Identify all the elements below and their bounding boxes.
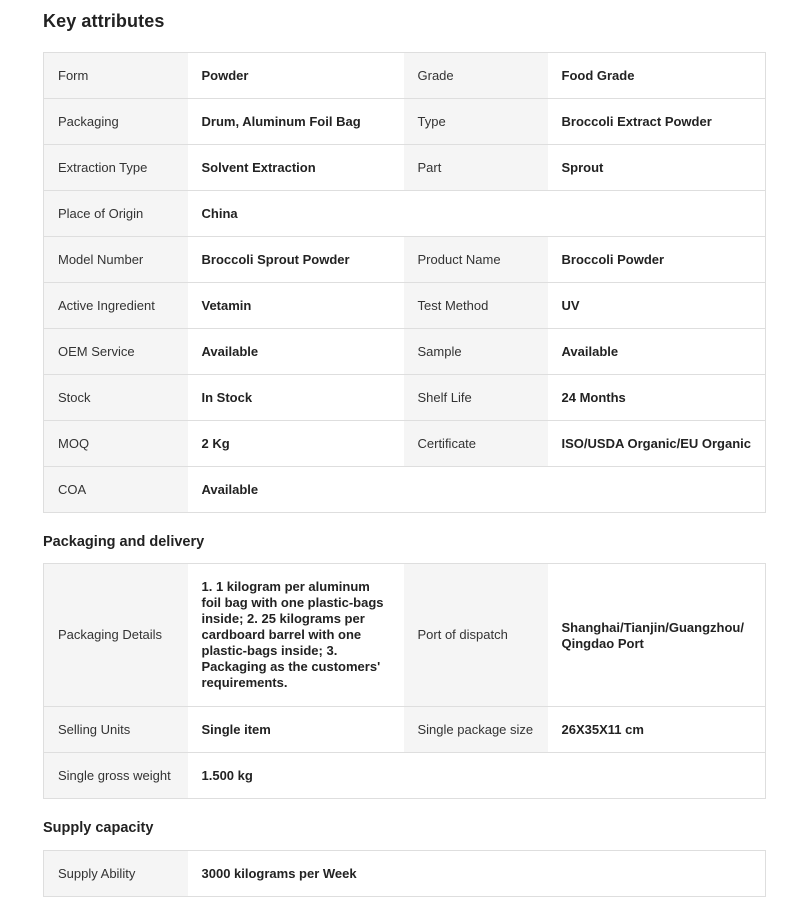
attribute-key: Selling Units	[44, 707, 188, 753]
attribute-key: Supply Ability	[44, 851, 188, 897]
attribute-value: UV	[548, 283, 766, 329]
packaging-delivery-title: Packaging and delivery	[43, 534, 205, 550]
attribute-value: Vetamin	[188, 283, 404, 329]
attribute-key-empty	[404, 191, 548, 237]
attribute-value: China	[188, 191, 404, 237]
attribute-value: Available	[548, 329, 766, 375]
table-row	[44, 145, 766, 191]
attribute-value: Broccoli Sprout Powder	[188, 237, 404, 283]
attribute-key: Place of Origin	[44, 191, 188, 237]
table-row	[44, 467, 766, 513]
table-row	[44, 707, 766, 753]
attribute-value: Single item	[188, 707, 404, 753]
table-row	[44, 753, 766, 799]
attribute-value: Drum, Aluminum Foil Bag	[188, 99, 404, 145]
table-row	[44, 99, 766, 145]
attribute-key: COA	[44, 467, 188, 513]
attribute-value: 26X35X11 cm	[548, 707, 766, 753]
table-row	[44, 421, 766, 467]
attribute-value: Available	[188, 329, 404, 375]
table-row	[44, 283, 766, 329]
attribute-value-empty	[548, 191, 766, 237]
attribute-key: Shelf Life	[404, 375, 548, 421]
attribute-value: 2 Kg	[188, 421, 404, 467]
attribute-key: OEM Service	[44, 329, 188, 375]
attribute-key: Type	[404, 99, 548, 145]
attribute-value: 1.500 kg	[188, 753, 766, 799]
packaging-delivery-table	[43, 563, 766, 799]
attribute-key: Single gross weight	[44, 753, 188, 799]
attribute-value: Food Grade	[548, 53, 766, 99]
attribute-key: Grade	[404, 53, 548, 99]
key-attributes-table	[43, 52, 766, 513]
attribute-value: Broccoli Powder	[548, 237, 766, 283]
table-row	[44, 191, 766, 237]
table-row	[44, 329, 766, 375]
attribute-key: Test Method	[404, 283, 548, 329]
attribute-key: Product Name	[404, 237, 548, 283]
attribute-key: Sample	[404, 329, 548, 375]
attribute-key: Model Number	[44, 237, 188, 283]
attribute-key: Packaging Details	[44, 564, 188, 707]
attribute-key: Port of dispatch	[404, 564, 548, 707]
attribute-value: Available	[188, 467, 766, 513]
attribute-value: 1. 1 kilogram per aluminum foil bag with one plastic-bags inside; 2. 25 kilograms per cardboard barrel with one plastic-bags inside; 3. Packaging as the customers' requirements.	[188, 564, 404, 707]
supply-capacity-table	[43, 850, 766, 897]
attribute-value: In Stock	[188, 375, 404, 421]
table-row	[44, 851, 766, 897]
attribute-key: Part	[404, 145, 548, 191]
key-attributes-title: Key attributes	[43, 11, 165, 31]
attribute-value: Shanghai/Tianjin/Guangzhou/Qingdao Port	[548, 564, 766, 707]
attribute-key: Active Ingredient	[44, 283, 188, 329]
table-row	[44, 564, 766, 707]
attribute-key: Certificate	[404, 421, 548, 467]
attribute-value: 3000 kilograms per Week	[188, 851, 766, 897]
attribute-value: 24 Months	[548, 375, 766, 421]
attribute-value: Broccoli Extract Powder	[548, 99, 766, 145]
attribute-key: Stock	[44, 375, 188, 421]
attribute-key: MOQ	[44, 421, 188, 467]
table-row	[44, 53, 766, 99]
supply-capacity-title: Supply capacity	[43, 820, 154, 836]
attribute-value: Sprout	[548, 145, 766, 191]
attribute-key: Single package size	[404, 707, 548, 753]
attribute-key: Extraction Type	[44, 145, 188, 191]
table-row	[44, 237, 766, 283]
attribute-value: Powder	[188, 53, 404, 99]
attribute-key: Form	[44, 53, 188, 99]
attribute-key: Packaging	[44, 99, 188, 145]
attribute-value: ISO/USDA Organic/EU Organic	[548, 421, 766, 467]
attribute-value: Solvent Extraction	[188, 145, 404, 191]
table-row	[44, 375, 766, 421]
